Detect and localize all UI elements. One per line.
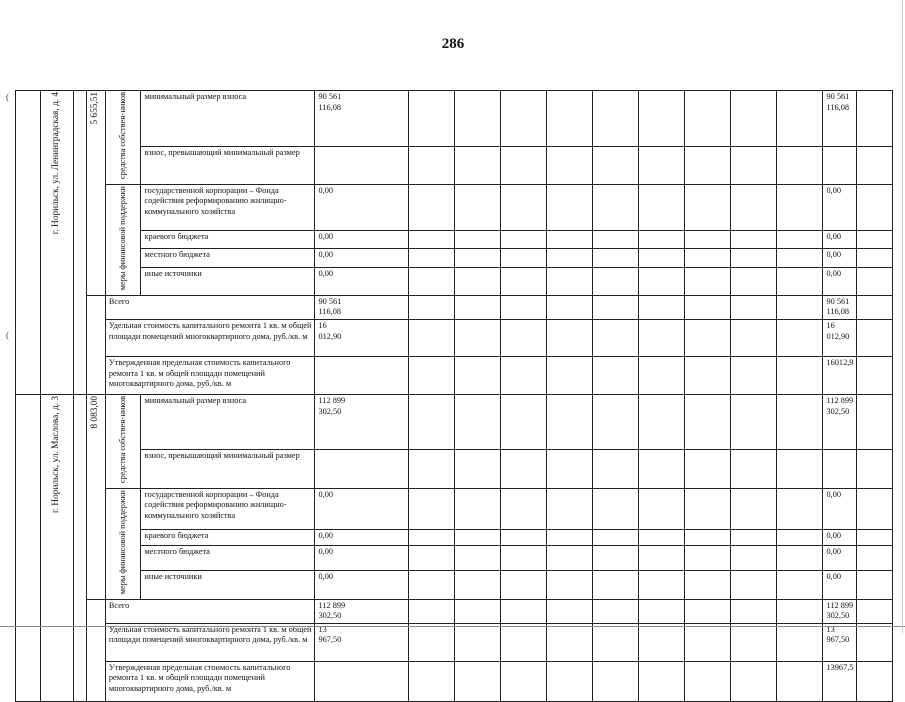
row-label: минимальный размер взноса [141, 394, 315, 450]
row-label: государственной корпорации – Фонда содействия реформированию жилищно-коммунального хозяйства [141, 488, 315, 529]
row-label: иные источники [141, 571, 315, 599]
table-row [16, 450, 893, 488]
row-value: 0,00 [315, 488, 409, 529]
table-row [16, 599, 893, 623]
row-total: 0,00 [823, 184, 857, 231]
row-value: 0,00 [315, 571, 409, 599]
row-total: 90 561 116,08 [823, 91, 857, 147]
row-label: Удельная стоимость капитального ремонта 1 кв. м общей площади помещений многоквартирного дома, руб./кв. м [105, 319, 315, 356]
table-row [16, 661, 893, 701]
row-label: взнос, превышающий минимальный размер [141, 450, 315, 488]
row-total: 0,00 [823, 529, 857, 545]
row-total: 0,00 [823, 571, 857, 599]
row-label: иные источники [141, 267, 315, 295]
row-total [823, 146, 857, 184]
row-label: местного бюджета [141, 545, 315, 571]
table-row [16, 267, 893, 295]
spacer-cell [74, 394, 87, 701]
row-total: 0,00 [823, 231, 857, 249]
table-row [16, 488, 893, 529]
edge-mark: ( [6, 330, 9, 340]
table-row [16, 356, 893, 394]
edge-mark: ( [6, 92, 9, 102]
row-total: 0,00 [823, 545, 857, 571]
row-value: 90 561 116,08 [315, 295, 409, 319]
row-value: 112 899 302,50 [315, 599, 409, 623]
table-row [16, 184, 893, 231]
row-total: 0,00 [823, 249, 857, 267]
block-address: г. Норильск, ул. Ленинградская, д. 4 [41, 91, 74, 395]
row-label: Удельная стоимость капитального ремонта 1 кв. м общей площади помещений многоквартирного дома, руб./кв. м [105, 623, 315, 661]
financial-support-group: меры финансовой поддержки [105, 184, 141, 295]
table-row [16, 146, 893, 184]
row-value: 112 899 302,50 [315, 394, 409, 450]
row-value: 0,00 [315, 545, 409, 571]
row-total [823, 450, 857, 488]
row-label: краевого бюджета [141, 529, 315, 545]
row-value: 13 967,50 [315, 623, 409, 661]
row-value [315, 450, 409, 488]
table-row [16, 91, 893, 147]
row-label: минимальный размер взноса [141, 91, 315, 147]
row-label: государственной корпорации – Фонда содействия реформированию жилищно-коммунального хозяйства [141, 184, 315, 231]
block-margin-cell [16, 91, 41, 395]
row-total: 90 561 116,08 [823, 295, 857, 319]
table-row [16, 319, 893, 356]
table-row [16, 623, 893, 661]
page-bottom-rule [0, 626, 905, 627]
financial-support-group: меры финансовой поддержки [105, 488, 141, 599]
owners-funds-group: средства собствен-ников [105, 394, 141, 488]
table-row [16, 571, 893, 599]
row-label: краевого бюджета [141, 231, 315, 249]
row-value [315, 146, 409, 184]
row-total: 16 012,90 [823, 319, 857, 356]
row-label: Всего [105, 599, 315, 623]
row-total: 0,00 [823, 488, 857, 529]
row-label: Утвержденная предельная стоимость капитального ремонта 1 кв. м общей площади помещений многоквартирного дома, руб./кв. м [105, 356, 315, 394]
spacer-cell [74, 91, 87, 395]
table-row [16, 529, 893, 545]
row-value [315, 661, 409, 701]
table-row [16, 394, 893, 450]
row-value: 0,00 [315, 249, 409, 267]
row-total: 112 899 302,50 [823, 394, 857, 450]
table-row [16, 249, 893, 267]
row-value: 0,00 [315, 231, 409, 249]
block-area: 8 083,00 [87, 394, 106, 599]
table-row [16, 545, 893, 571]
row-total: 112 899 302,50 [823, 599, 857, 623]
page-right-rule [902, 0, 903, 633]
row-label: Всего [105, 295, 315, 319]
block-margin-cell [16, 394, 41, 701]
block-address: г. Норильск, ул. Маслова, д. 3 [41, 394, 74, 701]
repair-cost-table [15, 90, 893, 702]
block-area: 5 655,51 [87, 91, 106, 296]
row-total: 13 967,50 [823, 623, 857, 661]
table-row [16, 231, 893, 249]
row-total: 13967,5 [823, 661, 857, 701]
row-value: 0,00 [315, 529, 409, 545]
owners-funds-group: средства собствен-ников [105, 91, 141, 185]
row-total: 0,00 [823, 267, 857, 295]
row-label: местного бюджета [141, 249, 315, 267]
row-value: 0,00 [315, 184, 409, 231]
row-label: взнос, превышающий минимальный размер [141, 146, 315, 184]
row-value: 90 561 116,08 [315, 91, 409, 147]
row-total: 16012,9 [823, 356, 857, 394]
row-value: 0,00 [315, 267, 409, 295]
table-row [16, 295, 893, 319]
page-number: 286 [441, 36, 465, 52]
row-value: 16 012,90 [315, 319, 409, 356]
row-value [315, 356, 409, 394]
row-label: Утвержденная предельная стоимость капитального ремонта 1 кв. м общей площади помещений многоквартирного дома, руб./кв. м [105, 661, 315, 701]
